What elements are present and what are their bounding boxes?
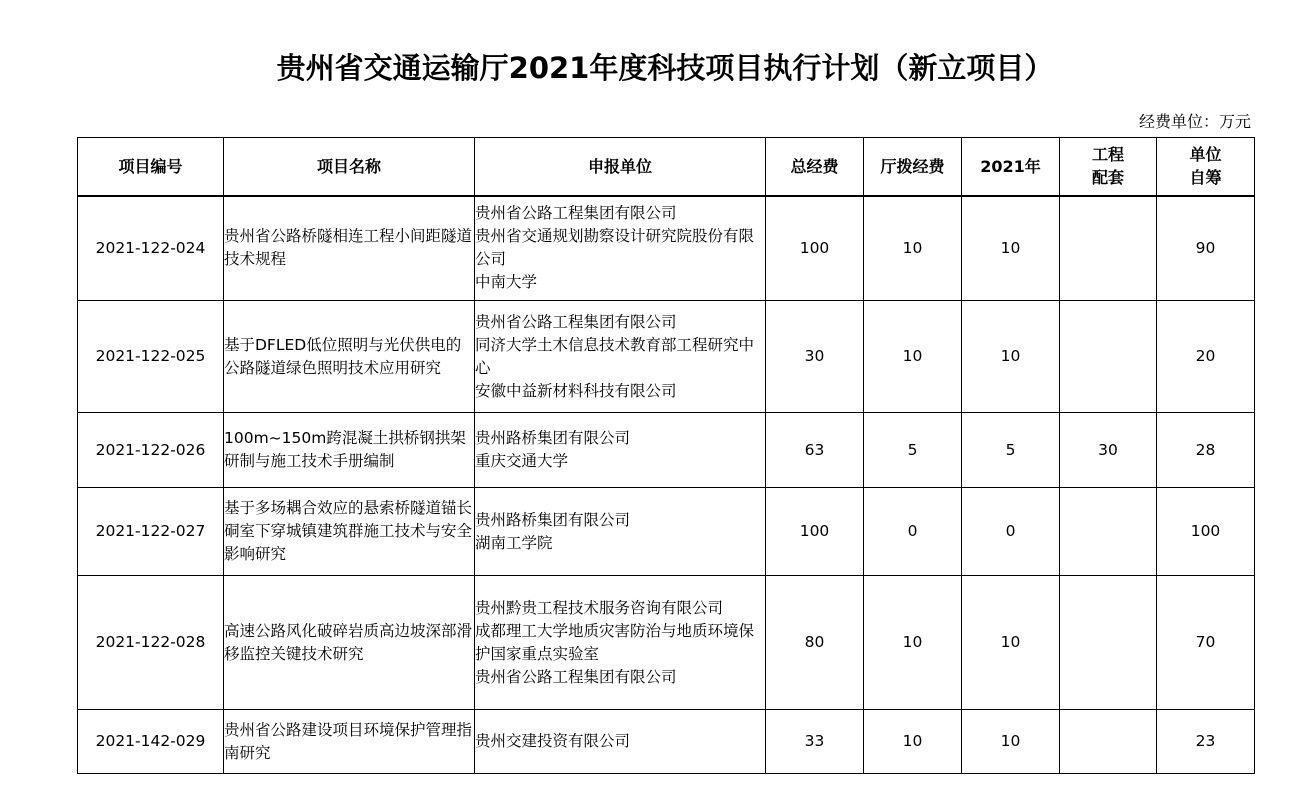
total-funding-cell: 30 xyxy=(766,301,864,413)
header-self xyxy=(1157,138,1255,196)
header-code: 项目编号 xyxy=(78,138,224,196)
applicant-org-cell xyxy=(475,196,766,301)
applicant-org-line: 成都理工大学地质灾害防治与地质环境保护国家重点实验室 xyxy=(475,621,755,663)
applicant-org-line: 贵州省公路工程集团有限公司 xyxy=(475,312,677,331)
applicant-org-cell xyxy=(475,488,766,576)
applicant-org-cell xyxy=(475,413,766,488)
applicant-org-line: 贵州省公路工程集团有限公司 xyxy=(475,204,677,223)
page-title: 贵州省交通运输厅2021年度科技项目执行计划（新立项目） xyxy=(276,51,1054,85)
engineering-match-cell xyxy=(1060,576,1157,710)
year-2021-cell: 10 xyxy=(962,196,1060,301)
total-funding-cell: 33 xyxy=(766,710,864,774)
applicant-org-cell xyxy=(475,576,766,710)
project-name-cell: 100m~150m跨混凝土拱桥钢拱架研制与施工技术手册编制 xyxy=(224,413,475,488)
header-total: 总经费 xyxy=(766,138,864,196)
engineering-match-cell xyxy=(1060,196,1157,301)
applicant-org-line: 贵州省公路工程集团有限公司 xyxy=(475,667,677,686)
self-raised-cell: 70 xyxy=(1157,576,1255,710)
header-eng-text: 工程 配套 xyxy=(1091,145,1124,188)
applicant-org-line: 重庆交通大学 xyxy=(475,452,569,470)
project-name-cell: 基于多场耦合效应的悬索桥隧道锚长硐室下穿城镇建筑群施工技术与安全影响研究 xyxy=(224,488,475,576)
header-org: 申报单位 xyxy=(475,138,766,196)
header-eng xyxy=(1060,138,1157,196)
header-self-text: 单位 自筹 xyxy=(1189,145,1222,188)
unit-note: 经费单位：万元 xyxy=(1138,112,1251,131)
project-table xyxy=(77,137,1255,774)
table-row xyxy=(78,488,1255,576)
project-code-cell: 2021-142-029 xyxy=(78,710,224,774)
total-funding-cell: 80 xyxy=(766,576,864,710)
project-code-cell: 2021-122-027 xyxy=(78,488,224,576)
dept-funding-cell: 10 xyxy=(864,301,962,413)
header-name: 项目名称 xyxy=(224,138,475,196)
applicant-org-cell xyxy=(475,710,766,774)
year-2021-cell: 10 xyxy=(962,710,1060,774)
applicant-org-line: 贵州路桥集团有限公司 xyxy=(475,510,631,529)
dept-funding-cell: 5 xyxy=(864,413,962,488)
project-code-cell: 2021-122-024 xyxy=(78,196,224,301)
self-raised-cell: 90 xyxy=(1157,196,1255,301)
self-raised-cell: 100 xyxy=(1157,488,1255,576)
total-funding-cell: 100 xyxy=(766,196,864,301)
header-year: 2021年 xyxy=(962,138,1060,196)
year-2021-cell: 0 xyxy=(962,488,1060,576)
project-name-cell: 高速公路风化破碎岩质高边坡深部滑移监控关键技术研究 xyxy=(224,576,475,710)
dept-funding-cell: 10 xyxy=(864,196,962,301)
table-row xyxy=(78,413,1255,488)
applicant-org-line: 安徽中益新材料科技有限公司 xyxy=(475,381,677,400)
table-header-row xyxy=(78,138,1255,196)
dept-funding-cell: 10 xyxy=(864,576,962,710)
applicant-org-line: 贵州省交通规划勘察设计研究院股份有限公司 xyxy=(475,227,755,269)
project-code-cell: 2021-122-026 xyxy=(78,413,224,488)
applicant-org-line: 贵州交建投资有限公司 xyxy=(475,732,631,750)
table-row xyxy=(78,576,1255,710)
self-raised-cell: 20 xyxy=(1157,301,1255,413)
project-code-cell: 2021-122-025 xyxy=(78,301,224,413)
engineering-match-cell xyxy=(1060,488,1157,576)
applicant-org-line: 湖南工学院 xyxy=(475,533,553,552)
applicant-org-cell xyxy=(475,301,766,413)
header-dept: 厅拨经费 xyxy=(864,138,962,196)
total-funding-cell: 63 xyxy=(766,413,864,488)
self-raised-cell: 28 xyxy=(1157,413,1255,488)
year-2021-cell: 10 xyxy=(962,576,1060,710)
year-2021-cell: 5 xyxy=(962,413,1060,488)
self-raised-cell: 23 xyxy=(1157,710,1255,774)
table-row xyxy=(78,710,1255,774)
project-name-cell: 贵州省公路建设项目环境保护管理指南研究 xyxy=(224,710,475,774)
project-code-cell: 2021-122-028 xyxy=(78,576,224,710)
total-funding-cell: 100 xyxy=(766,488,864,576)
applicant-org-line: 同济大学土木信息技术教育部工程研究中心 xyxy=(475,335,755,377)
table-row xyxy=(78,196,1255,301)
project-name-cell: 贵州省公路桥隧相连工程小间距隧道技术规程 xyxy=(224,196,475,301)
dept-funding-cell: 0 xyxy=(864,488,962,576)
applicant-org-line: 中南大学 xyxy=(475,273,538,292)
project-name-cell: 基于DFLED低位照明与光伏供电的公路隧道绿色照明技术应用研究 xyxy=(224,301,475,413)
applicant-org-line: 贵州路桥集团有限公司 xyxy=(475,429,631,447)
engineering-match-cell: 30 xyxy=(1060,413,1157,488)
table-row xyxy=(78,301,1255,413)
engineering-match-cell xyxy=(1060,710,1157,774)
dept-funding-cell: 10 xyxy=(864,710,962,774)
applicant-org-line: 贵州黔贵工程技术服务咨询有限公司 xyxy=(475,598,724,617)
engineering-match-cell xyxy=(1060,301,1157,413)
year-2021-cell: 10 xyxy=(962,301,1060,413)
